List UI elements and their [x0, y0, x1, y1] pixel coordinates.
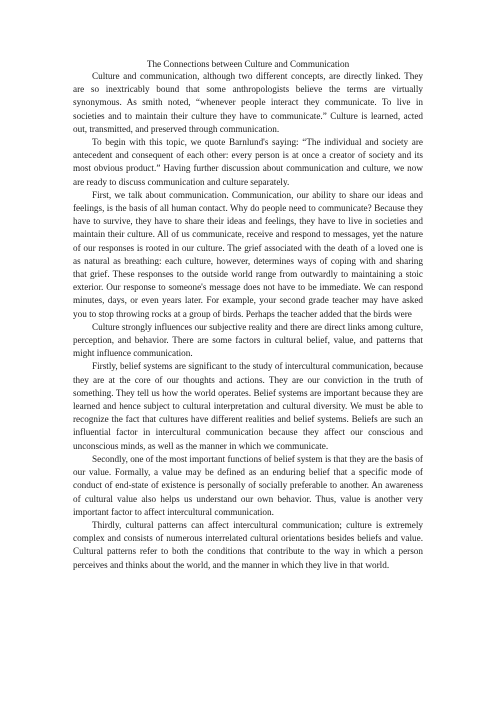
paragraph-communication: First, we talk about communication. Communication, our ability to share our ideas and feelings, is the basis of all human contact. Why do people need to communicate? Because they have to survive, they have to share their ideas and feelings, they have to live in societies and maintain their culture. All of us communicate, receive and respond to messages, yet the nature of our responses is rooted in our culture. The grief associated with the death of a loved one is as natural as breathing: each culture, however, determines ways of coping with and sharing that grief. These responses to the outside world range from outwardly to maintaining a stoic exterior. Our response to someone's message does not have to be immediate. We can respond minutes, days, or even years later. For example, your second grade teacher may have asked you to stop throwing rocks at a group of birds. Perhaps the teacher added that the birds were — [73, 189, 423, 319]
paragraph-cultural-patterns: Thirdly, cultural patterns can affect intercultural communication; culture is extremely complex and consists of numerous interrelated cultural orientations besides beliefs and value. Cultural patterns refer to both the conditions that contribute to the way in which a person perceives and thinks about the world, and the manner in which they live in that world. — [73, 519, 423, 570]
paragraph-values: Secondly, one of the most important functions of belief system is that they are the basis of our value. Formally, a value may be defined as an enduring belief that a specific mode of conduct of end-state of existence is personally of socially preferable to another. An awareness of cultural value also helps us understand our own behavior. Thus, value is another very important factor to affect intercultural communication. — [73, 453, 423, 517]
paragraph-culture-influence: Culture strongly influences our subjective reality and there are direct links among culture, perception, and behavior. There are some factors in cultural belief, value, and patterns that might influence communication. — [73, 321, 423, 359]
document-body — [73, 58, 423, 572]
document-title: The Connections between Culture and Communication — [146, 59, 350, 69]
paragraph-barnlund-quote: To begin with this topic, we quote Barnlund's saying: “The individual and society are antecedent and consequent of each other: every person is at once a creator of society and its most obvious product.” Having further discussion about communication and culture, we now are ready to discuss communication and culture separately. — [73, 137, 423, 187]
paragraph-belief-systems: Firstly, belief systems are significant to the study of intercultural communication, because they are at the core of our thoughts and actions. They are our conviction in the truth of something. They tell us how the world operates. Belief systems are important because they are learned and hence subject to cultural interpretation and cultural diversity. We must be able to recognize the fact that cultures have different realities and belief systems. Beliefs are such an influential factor in intercultural communication because they affect our conscious and unconscious minds, as well as the manner in which we communicate. — [73, 361, 423, 451]
paragraph-intro: Culture and communication, although two different concepts, are directly linked. They are so inextricably bound that some anthropologists believe the terms are virtually synonymous. As smith noted, “whenever people interact they communicate. To live in societies and to maintain their culture they have to communicate.” Culture is learned, acted out, transmitted, and preserved through communication. — [73, 71, 423, 134]
